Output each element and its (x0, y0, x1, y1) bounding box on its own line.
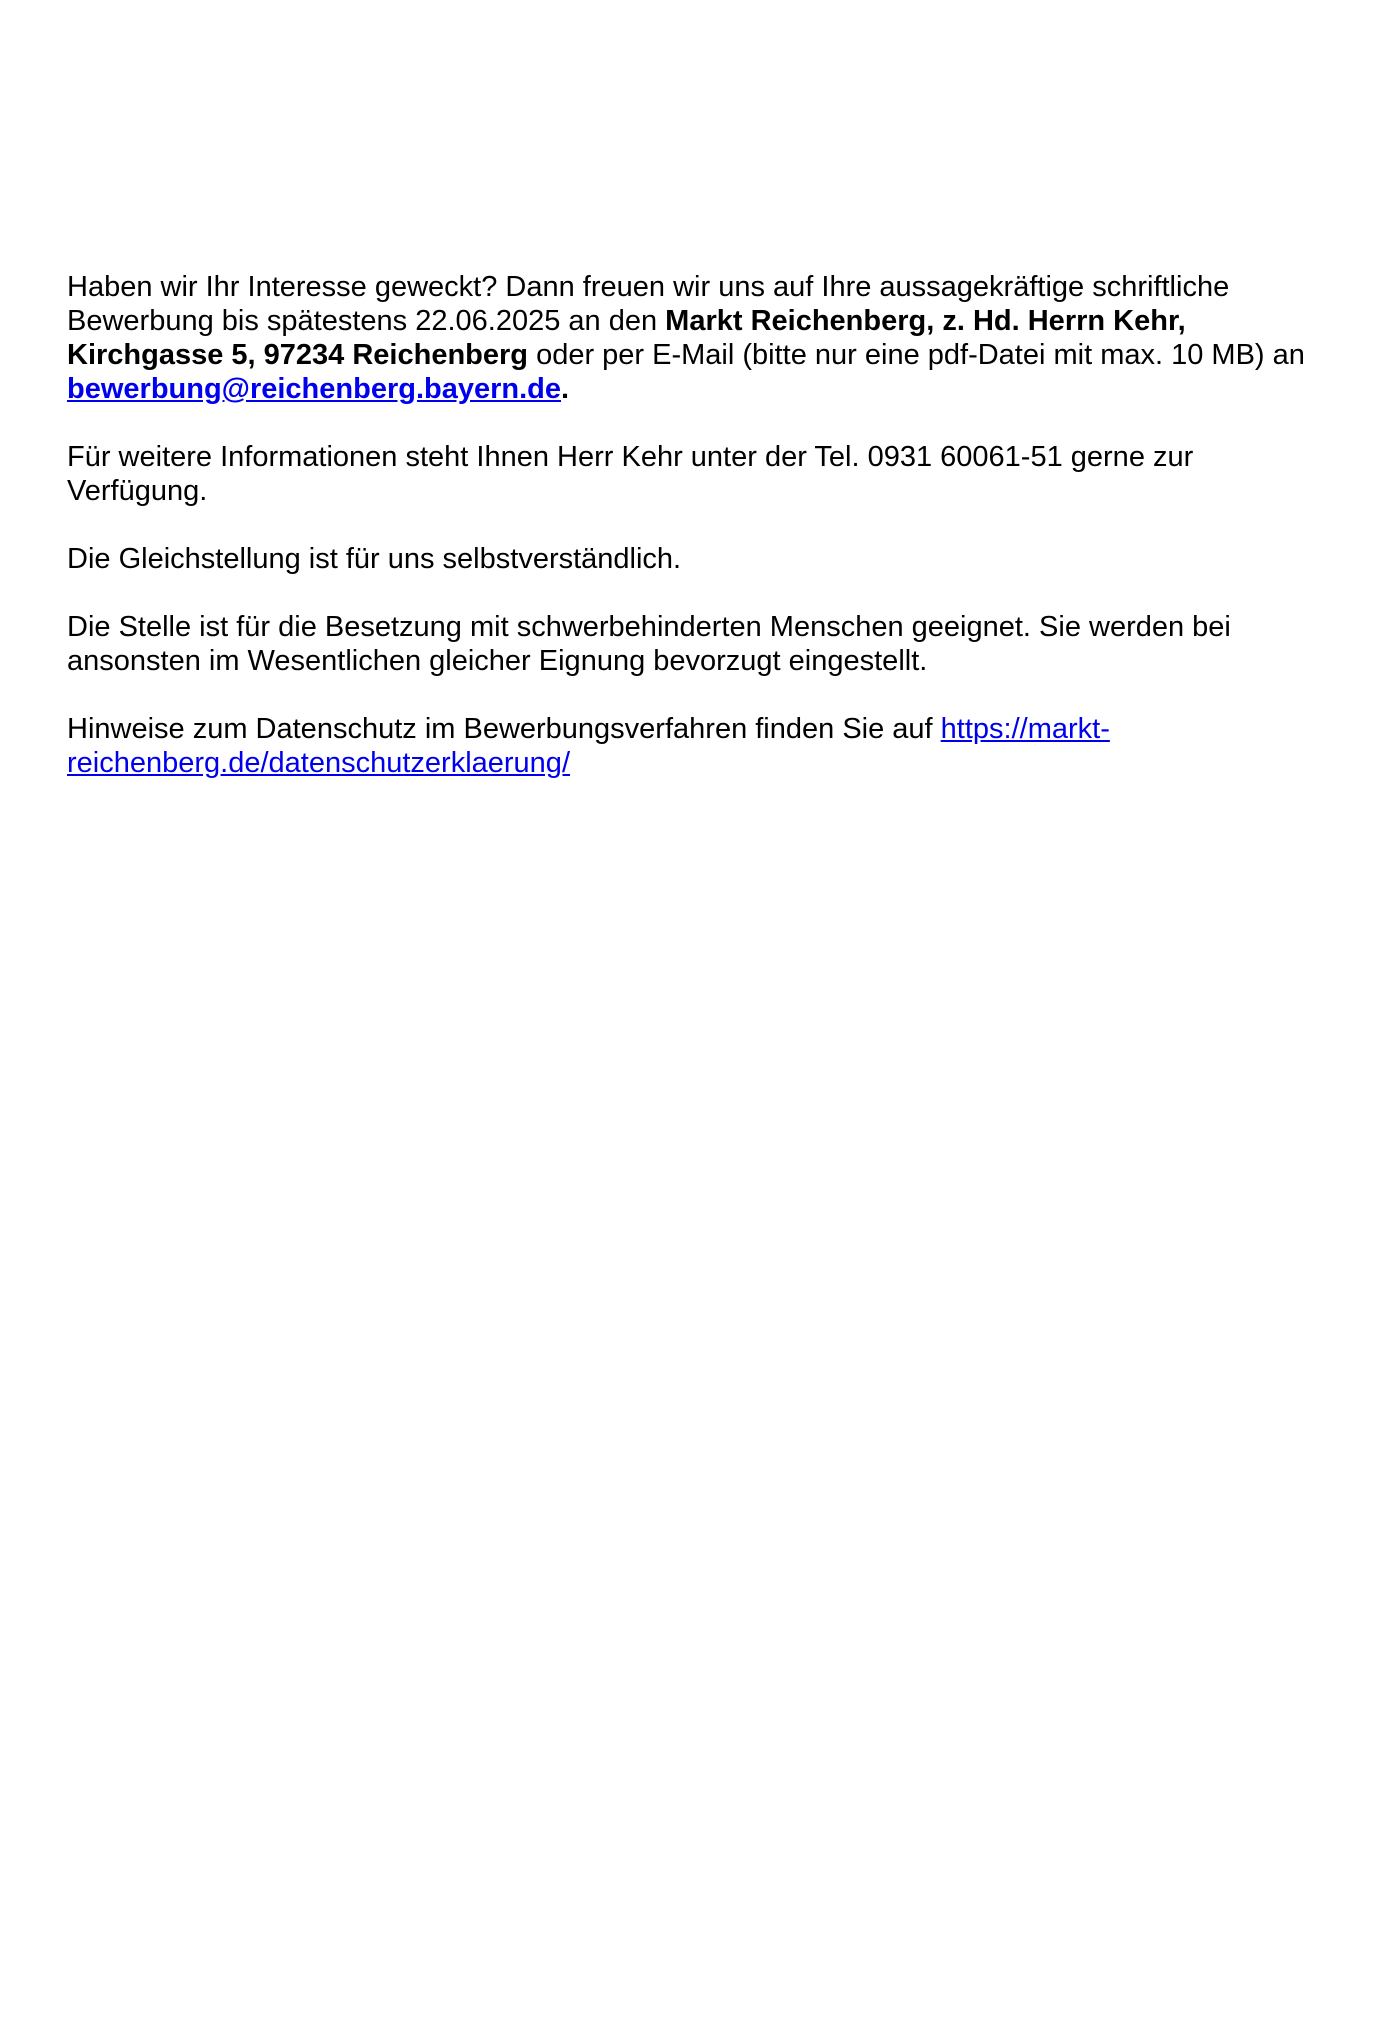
application-line-4 (67, 372, 1337, 406)
application-line-3 (67, 338, 1337, 372)
disability-line-1: Die Stelle ist für die Besetzung mit schwerbehinderten Menschen geeignet. Sie werden bei (67, 611, 1231, 643)
privacy-text: Hinweise zum Datenschutz im Bewerbungsverfahren finden Sie auf (67, 713, 941, 745)
disability-line-2: ansonsten im Wesentlichen gleicher Eignung bevorzugt eingestellt. (67, 645, 928, 677)
recipient-name: Markt Reichenberg, z. Hd. Herrn Kehr, (665, 305, 1186, 337)
equality-paragraph (67, 542, 1337, 576)
application-line-1: Haben wir Ihr Interesse geweckt? Dann freuen wir uns auf Ihre aussagekräftige schriftliche (67, 271, 1230, 303)
email-link[interactable]: bewerbung@reichenberg.bayern.de (67, 373, 562, 405)
privacy-link-part-2[interactable]: reichenberg.de/datenschutzerklaerung/ (67, 747, 570, 779)
application-paragraph (67, 270, 1337, 406)
privacy-link-part-1[interactable]: https://markt- (940, 713, 1110, 745)
email-suffix: . (561, 373, 570, 405)
application-line-2 (67, 304, 1337, 338)
disability-paragraph (67, 610, 1337, 678)
info-paragraph (67, 440, 1337, 508)
privacy-paragraph (67, 712, 1337, 780)
equality-line-1: Die Gleichstellung ist für uns selbstverständlich. (67, 543, 682, 575)
email-instructions-text: oder per E-Mail (bitte nur eine pdf-Datei mit max. 10 MB) an (528, 339, 1305, 371)
info-line-1: Für weitere Informationen steht Ihnen Herr Kehr unter der Tel. 0931 60061-51 gerne zur (67, 441, 1194, 473)
info-line-2: Verfügung. (67, 475, 208, 507)
recipient-address: Kirchgasse 5, 97234 Reichenberg (67, 339, 529, 371)
application-deadline-text: Bewerbung bis spätestens 22.06.2025 an den (67, 305, 666, 337)
privacy-line-1 (67, 712, 1337, 746)
page-content (67, 270, 1337, 780)
privacy-line-2 (67, 746, 1337, 780)
